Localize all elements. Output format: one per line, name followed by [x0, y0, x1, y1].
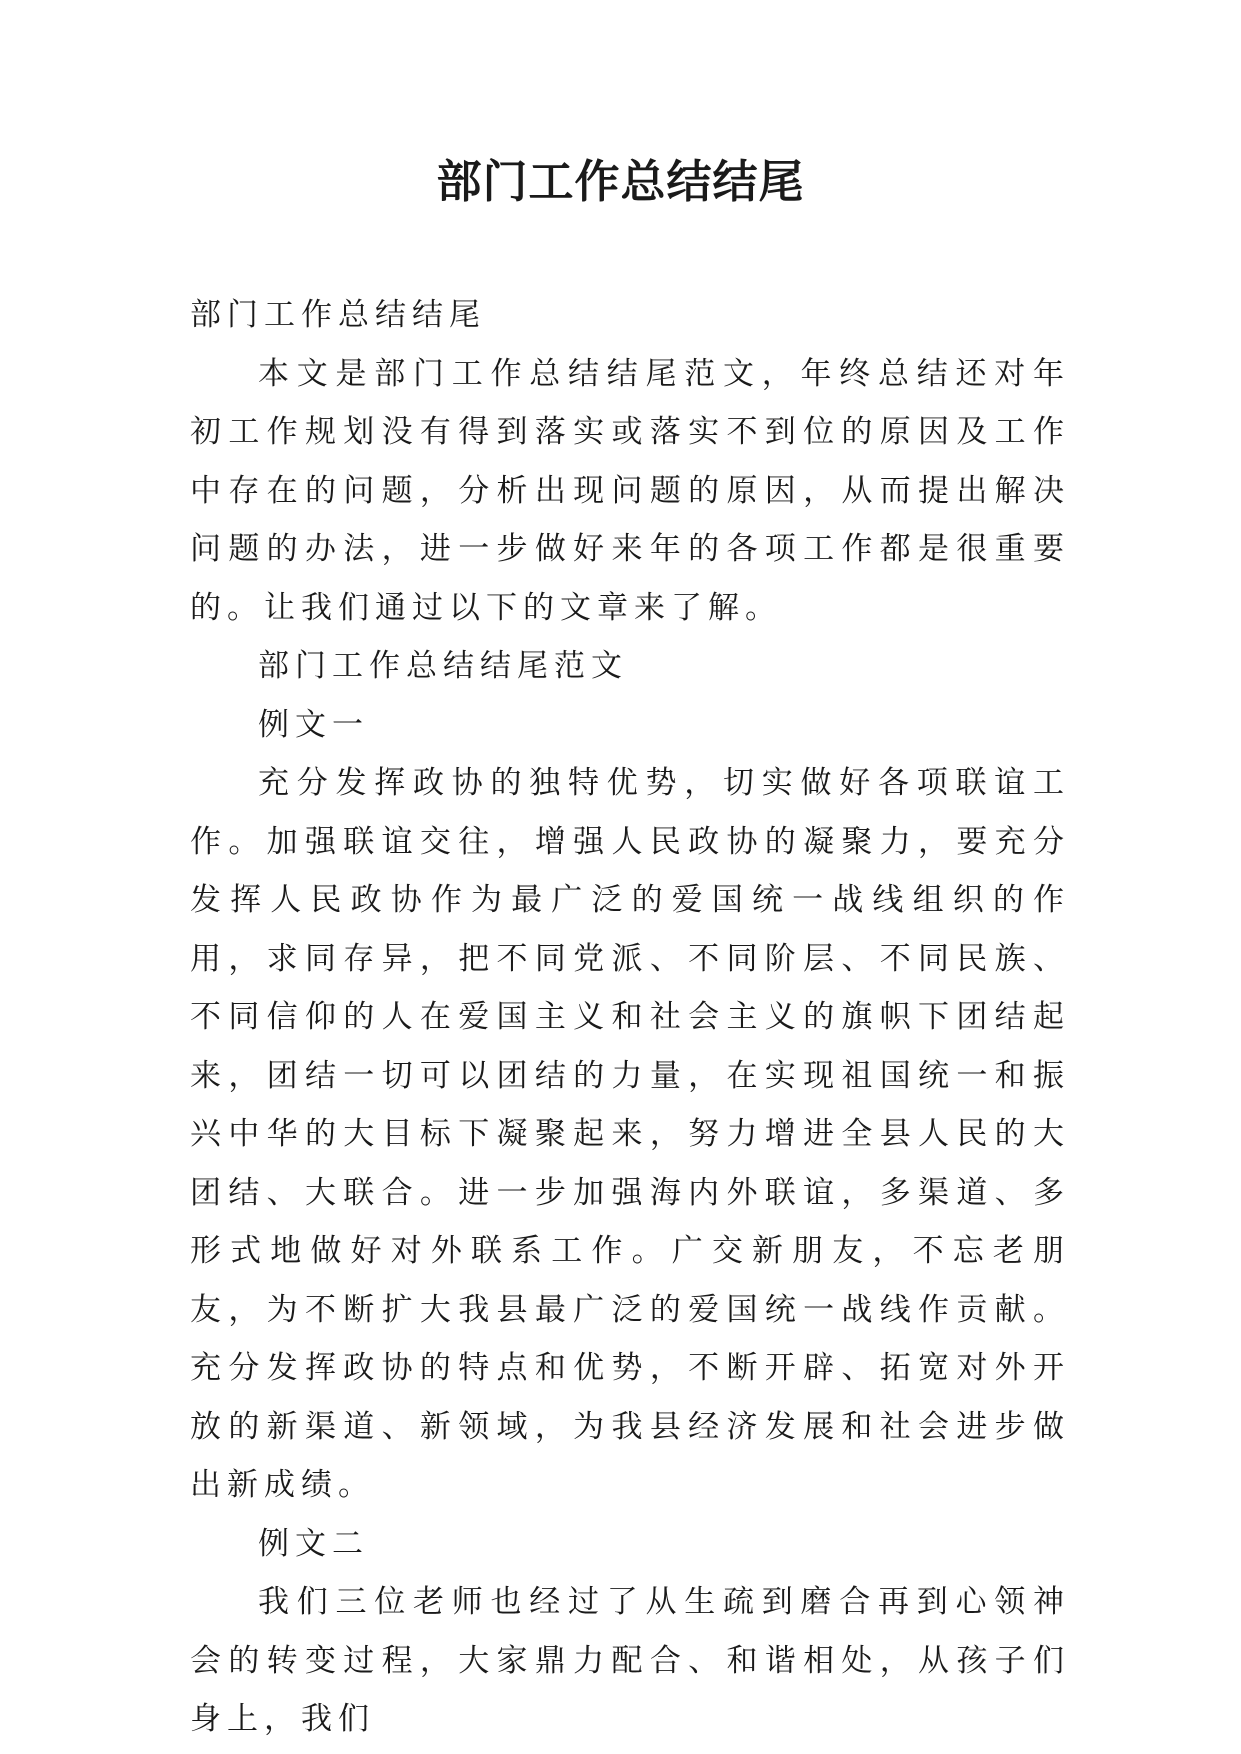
document-body — [190, 286, 1070, 1749]
intro-paragraph: 本文是部门工作总结结尾范文，年终总结还对年初工作规划没有得到落实或落实不到位的原因及工作中存在的问题，分析出现问题的原因，从而提出解决问题的办法，进一步做好来年的各项工作都是很重要的。让我们通过以下的文章来了解。 — [190, 355, 1070, 626]
example-one-paragraph: 充分发挥政协的独特优势，切实做好各项联谊工作。加强联谊交往，增强人民政协的凝聚力，要充分发挥人民政协作为最广泛的爱国统一战线组织的作用，求同存异，把不同党派、不同阶层、不同民族、不同信仰的人在爱国主义和社会主义的旗帜下团结起来，团结一切可以团结的力量，在实现祖国统一和振兴中华的大目标下凝聚起来，努力增进全县人民的大团结、大联合。进一步加强海内外联谊，多渠道、多形式地做好对外联系工作。广交新朋友，不忘老朋友，为不断扩大我县最广泛的爱国统一战线作贡献。充分发挥政协的特点和优势，不断开辟、拓宽对外开放的新渠道、新领域，为我县经济发展和社会进步做出新成绩。 — [190, 765, 1070, 1503]
example-two-heading: 例文二 — [258, 1525, 369, 1562]
example-two-paragraph: 我们三位老师也经过了从生疏到磨合再到心领神会的转变过程，大家鼎力配合、和谐相处，从孩子们身上，我们 — [190, 1584, 1070, 1737]
document-title: 部门工作总结结尾 — [436, 155, 805, 208]
subtitle-paragraph: 部门工作总结结尾 — [190, 297, 486, 333]
example-one-heading: 例文一 — [258, 706, 369, 743]
section-heading: 部门工作总结结尾范文 — [258, 648, 628, 684]
